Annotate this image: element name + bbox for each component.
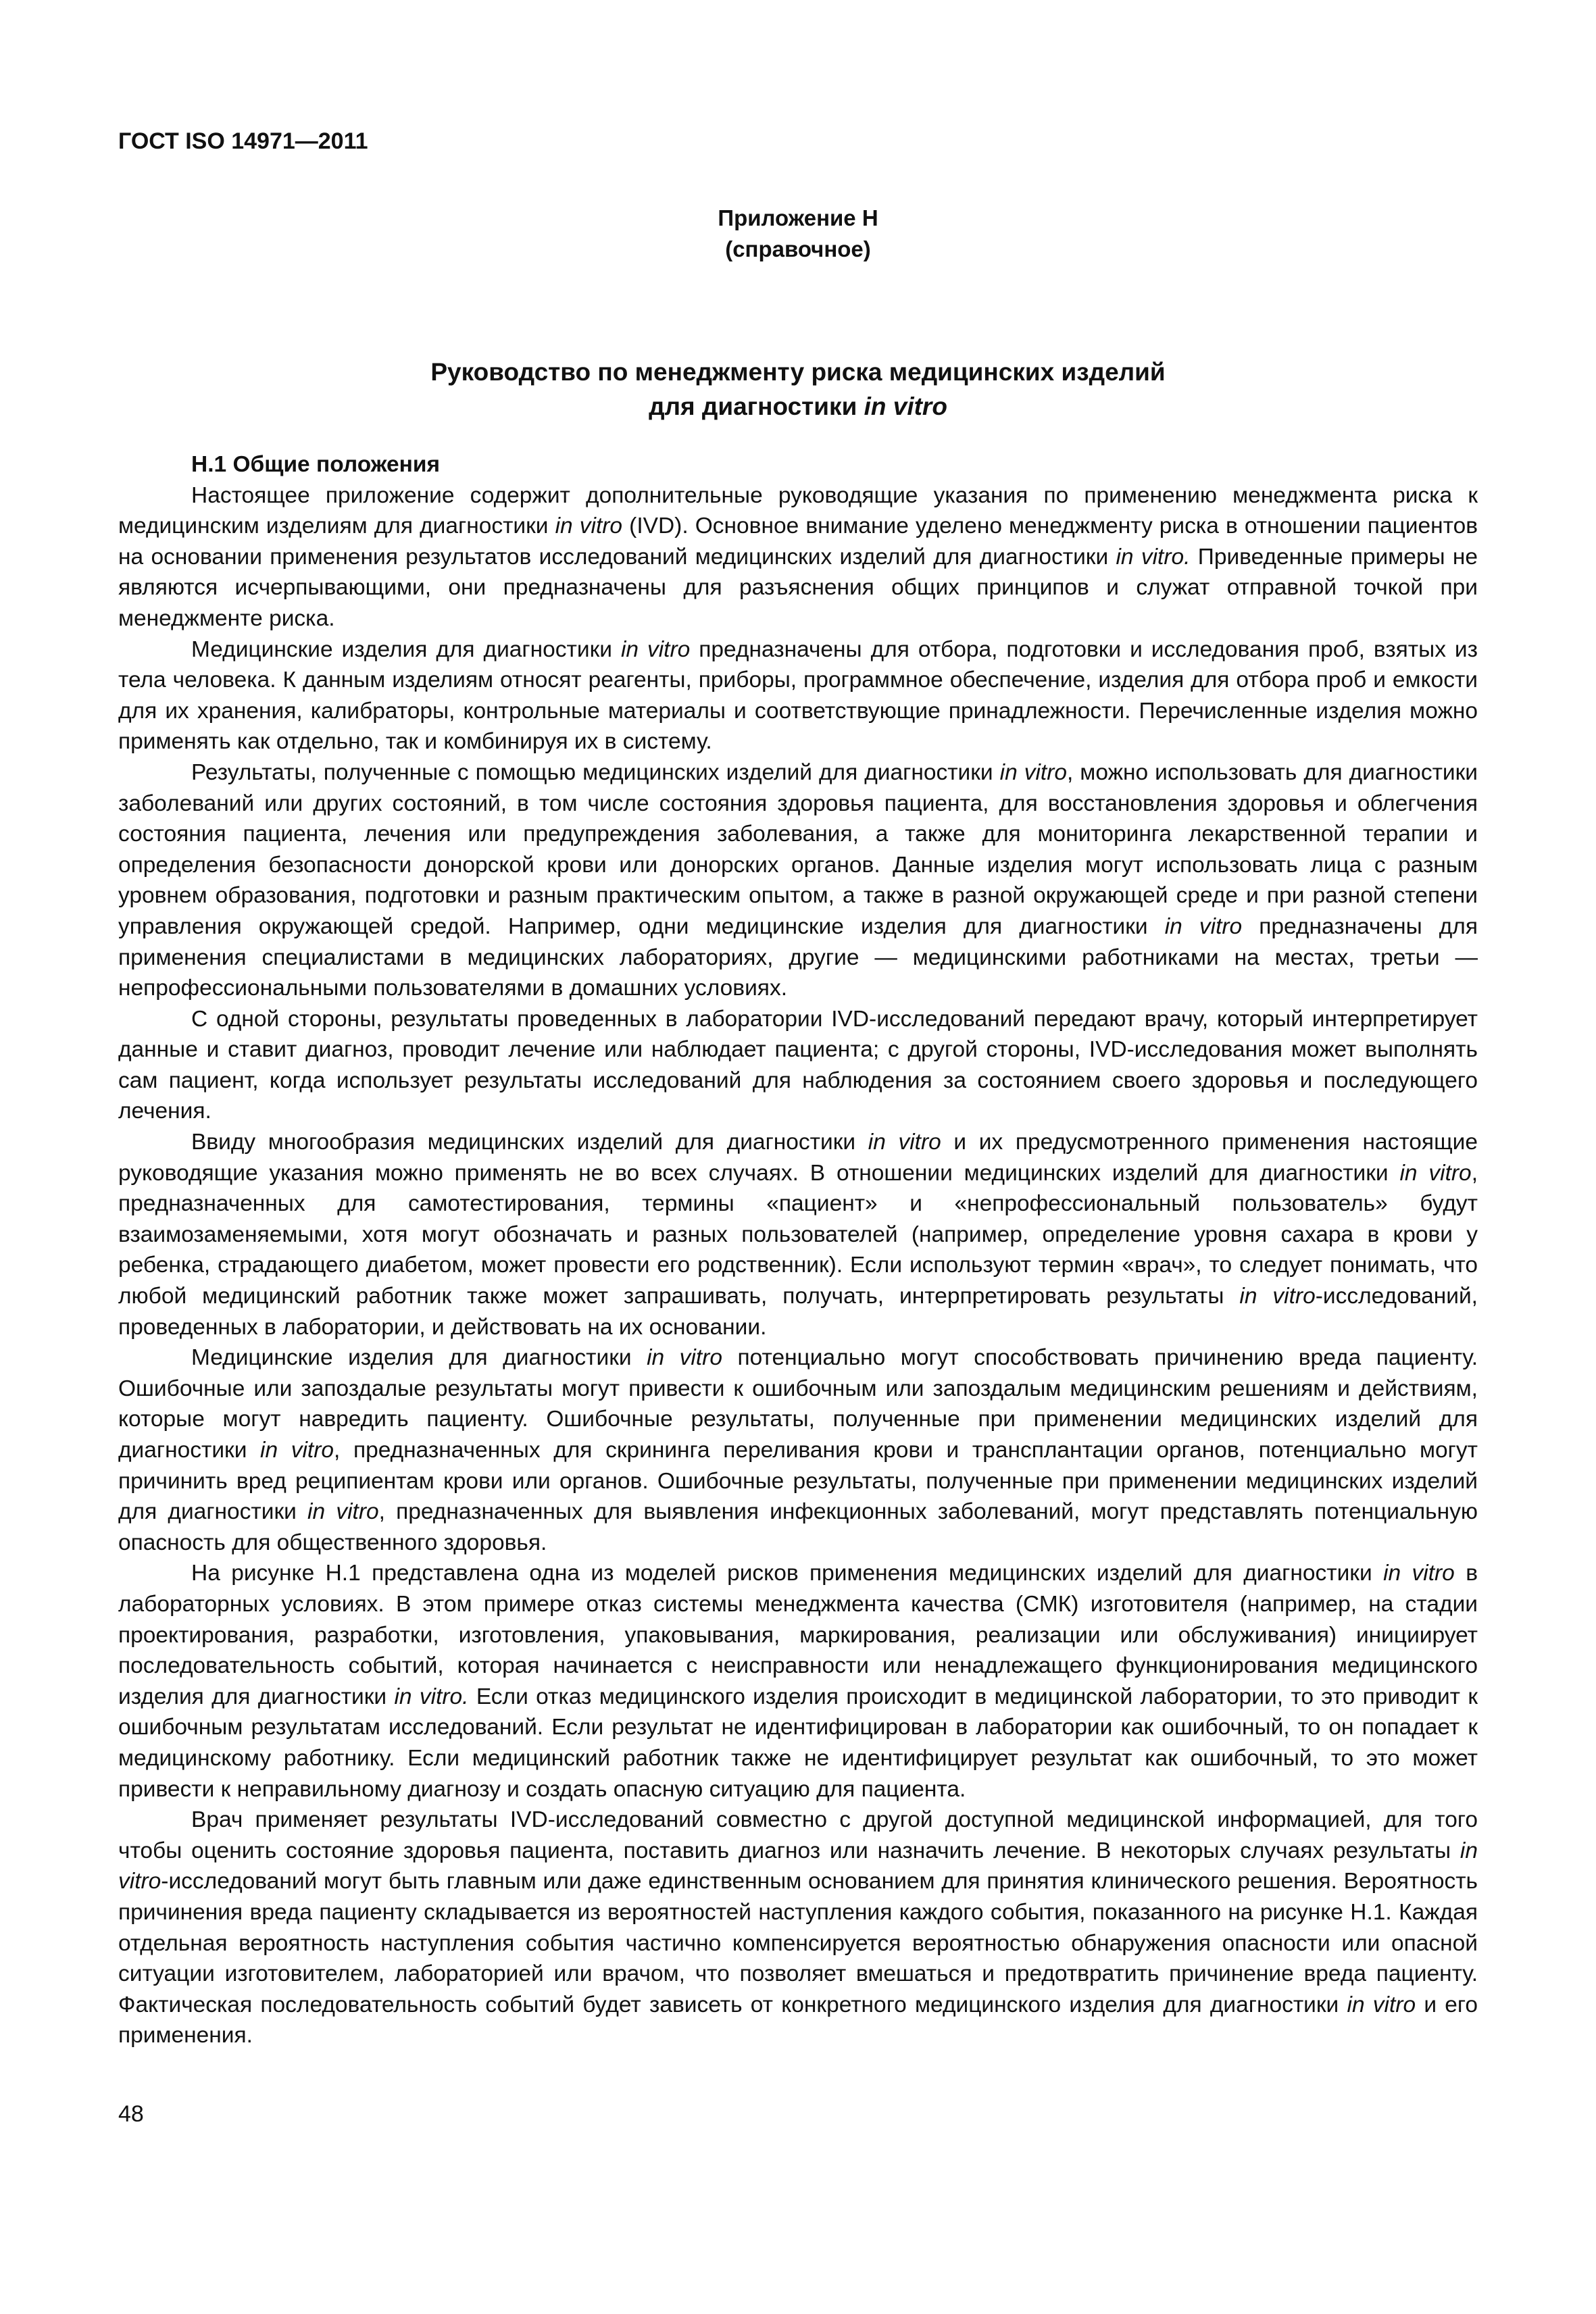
document-body xyxy=(118,449,1478,2051)
body-paragraph xyxy=(118,1127,1478,1342)
text-run: предназначены для применения специалистами в медицинских лабораториях, другие — медицинскими работниками на местах, третьи — непрофессиональными пользователями в домашних условиях. xyxy=(118,913,1478,1001)
italic-term: in vitro. xyxy=(394,1684,469,1709)
text-run: , предназначенных для самотестирования, термины «пациент» и «непрофессиональный пользователь» будут взаимозаменяемыми, хотя могут обозначать и разных пользователей (например, определение уровня сахара в крови у ребенка, страдающего диабетом, может провести его родственник). Если используют термин «врач», то следует понимать, что любой медицинский работник также может запрашивать, получать, интерпретировать результаты xyxy=(118,1160,1478,1309)
text-run: Врач применяет результаты IVD-исследований совместно с другой доступной медицинской информацией, для того чтобы оценить состояние здоровья пациента, поставить диагноз или назначить лечение. В некоторых случаях результаты xyxy=(118,1807,1478,1863)
title-line-2 xyxy=(0,389,1596,424)
italic-term: in vitro xyxy=(1383,1561,1455,1586)
title-line-2-prefix: для диагностики xyxy=(649,393,864,420)
text-run: потенциально могут способствовать причинению вреда пациенту. Ошибочные или запоздалые результаты могут привести к ошибочным или запоздалым медицинским решениям и действиям, которые могут навредить пациенту. Ошибочные результаты, полученные при применении медицинских изделий для диагностики xyxy=(118,1345,1478,1463)
body-paragraph xyxy=(118,480,1478,634)
text-run: , предназначенных для выявления инфекционных заболеваний, могут представлять потенциальную опасность для общественного здоровья. xyxy=(118,1499,1478,1555)
appendix-heading xyxy=(0,203,1596,265)
text-run: С одной стороны, результаты проведенных в лаборатории IVD-исследований передают врачу, который интерпретирует данные и ставит диагноз, проводит лечение или наблюдает пациента; с другой стороны, IVD-исследования может выполнять сам пациент, когда использует результаты исследований для наблюдения за состоянием своего здоровья и последующего лечения. xyxy=(118,1006,1478,1124)
italic-term: in vitro xyxy=(1164,913,1243,939)
appendix-kind: (справочное) xyxy=(725,236,871,261)
text-run: и его применения. xyxy=(118,1992,1478,2048)
italic-term: in vitro xyxy=(307,1499,379,1525)
title-line-1: Руководство по менеджменту риска медицинских изделий xyxy=(430,358,1166,386)
text-run: Настоящее приложение содержит дополнительные руководящие указания по применению менеджмента риска к медицинским изделиям для диагностики xyxy=(118,482,1478,539)
text-run: -исследований, проведенных в лаборатории, и действовать на их основании. xyxy=(118,1284,1478,1340)
document-title xyxy=(0,355,1596,424)
text-run: Медицинские изделия для диагностики xyxy=(191,636,621,662)
text-run: На рисунке Н.1 представлена одна из моделей рисков применения медицинских изделий для диагностики xyxy=(191,1561,1384,1586)
text-run: , предназначенных для скрининга переливания крови и трансплантации органов, потенциально могут причинить вред реципиентам крови или органов. Ошибочные результаты, полученные при применении медицинских изделий для диагностики xyxy=(118,1438,1478,1525)
italic-term: in vitro xyxy=(1399,1160,1472,1186)
italic-term: in vitro xyxy=(999,759,1067,785)
page-number: 48 xyxy=(118,2101,144,2127)
text-run: (IVD). Основное внимание уделено менеджменту риска в отношении пациентов на основании применения результатов исследований медицинских изделий для диагностики xyxy=(118,513,1478,570)
title-line-2-italic: in vitro xyxy=(864,393,947,420)
body-paragraph xyxy=(118,1342,1478,1558)
body-paragraph xyxy=(118,1805,1478,2051)
text-run: , можно использовать для диагностики заболеваний или других состояний, в том числе состояния здоровья пациента, для восстановления здоровья и облегчения состояния пациента, лечения или предупреждения заболевания, а также для мониторинга лекарственной терапии и определения безопасности донорской крови или донорских органов. Данные изделия могут использовать лица с разным уровнем образования, подготовки и разным практическим опытом, а также в разной окружающей среде и при разной степени управления окружающей средой. Например, одни медицинские изделия для диагностики xyxy=(118,759,1478,939)
text-run: и их предусмотренного применения настоящие руководящие указания можно применять не во всех случаях. В отношении медицинских изделий для диагностики xyxy=(118,1130,1478,1186)
text-run: -исследований могут быть главным или даже единственным основанием для принятия клинического решения. Вероятность причинения вреда пациенту складывается из вероятностей наступления каждого события, показанного на рисунке Н.1. Каждая отдельная вероятность наступления события частично компенсируется вероятностью обнаружения опасности или опасной ситуации изготовителем, лабораторией или врачом, что позволяет вмешаться и предотвратить причинение вреда пациенту. Фактическая последовательность событий будет зависеть от конкретного медицинского изделия для диагностики xyxy=(118,1869,1478,2017)
italic-term: in vitro xyxy=(647,1345,722,1371)
appendix-label: Приложение Н xyxy=(718,205,878,230)
italic-term: in vitro xyxy=(555,513,623,539)
italic-term: in vitro xyxy=(1239,1284,1316,1309)
document-code: ГОСТ ISO 14971—2011 xyxy=(118,128,368,154)
italic-term: in vitro xyxy=(118,1838,1478,1894)
italic-term: in vitro xyxy=(260,1438,334,1463)
text-run: в лабораторных условиях. В этом примере отказ системы менеджмента качества (СМК) изготовителя (например, на стадии проектирования, разработки, изготовления, упаковывания, маркирования, реализации или обслуживания) инициирует последовательность событий, которая начинается с неисправности или ненадлежащего функционирования медицинского изделия для диагностики xyxy=(118,1561,1478,1709)
body-paragraph xyxy=(118,1558,1478,1805)
text-run: Медицинские изделия для диагностики xyxy=(191,1345,647,1371)
text-run: предназначены для отбора, подготовки и исследования проб, взятых из тела человека. К данным изделиям относят реагенты, приборы, программное обеспечение, изделия для отбора проб и емкости для их хранения, калибраторы, контрольные материалы и соответствующие принадлежности. Перечисленные изделия можно применять как отдельно, так и комбинируя их в систему. xyxy=(118,636,1478,755)
text-run: Результаты, полученные с помощью медицинских изделий для диагностики xyxy=(191,759,1000,785)
body-paragraph xyxy=(118,757,1478,1004)
body-paragraph xyxy=(118,634,1478,757)
italic-term: in vitro xyxy=(620,636,691,662)
text-run: Если отказ медицинского изделия происходит в медицинской лаборатории, то это приводит к ошибочным результатам исследований. Если результат не идентифицирован в лаборатории как ошибочный, то он попадает к медицинскому работнику. Если медицинский работник также не идентифицирует результат как ошибочный, то это может привести к неправильному диагнозу и создать опасную ситуацию для пациента. xyxy=(118,1684,1478,1802)
section-heading: Н.1 Общие положения xyxy=(191,452,441,477)
italic-term: in vitro xyxy=(1347,1992,1416,2017)
paragraph-list xyxy=(118,480,1478,2051)
text-run: Приведенные примеры не являются исчерпывающими, они предназначены для разъяснения общих принципов и служат отправной точкой при менеджменте риска. xyxy=(118,544,1478,631)
body-paragraph xyxy=(118,1004,1478,1127)
text-run: Ввиду многообразия медицинских изделий для диагностики xyxy=(191,1130,868,1155)
italic-term: in vitro xyxy=(868,1130,941,1155)
italic-term: in vitro. xyxy=(1116,544,1191,570)
